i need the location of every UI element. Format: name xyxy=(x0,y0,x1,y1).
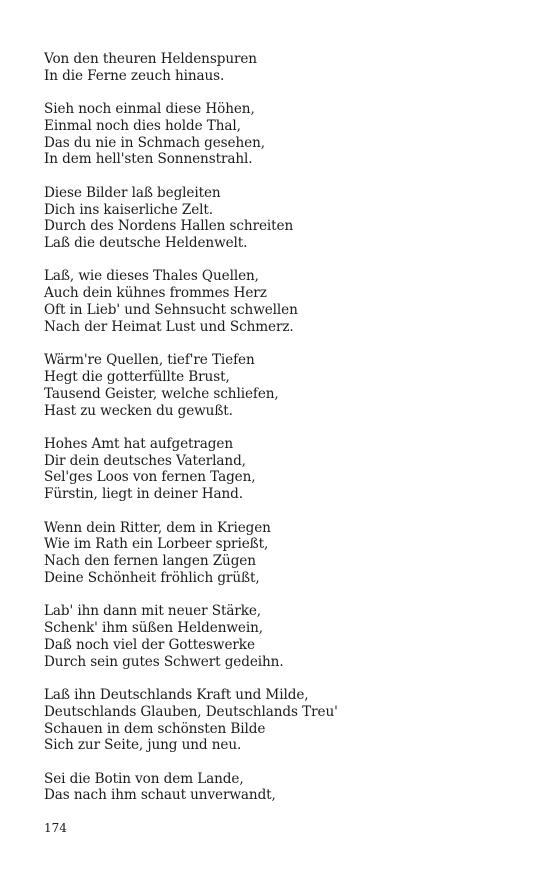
verse-line: Fürstin, liegt in deiner Hand. xyxy=(44,486,243,503)
verse-line: Durch des Nordens Hallen schreiten xyxy=(44,218,294,235)
verse-line: Deine Schönheit fröhlich grüßt, xyxy=(44,569,260,586)
verse-line: Einmal noch dies holde Thal, xyxy=(44,117,241,134)
stanza xyxy=(44,520,514,587)
stanza xyxy=(44,101,514,168)
verse-line: Sieh noch einmal diese Höhen, xyxy=(44,101,255,118)
stanza xyxy=(44,185,514,252)
verse-line: Laß ihn Deutschlands Kraft und Milde, xyxy=(44,686,309,703)
stanza xyxy=(44,771,514,805)
verse-line: Wärm're Quellen, tief're Tiefen xyxy=(44,352,255,369)
verse-line: Laß, wie dieses Thales Quellen, xyxy=(44,268,259,285)
verse-line: Wie im Rath ein Lorbeer sprießt, xyxy=(44,536,269,553)
stanza xyxy=(44,51,514,85)
verse-line: Tausend Geister, welche schliefen, xyxy=(44,385,279,402)
verse-line: Hast zu wecken du gewußt. xyxy=(44,402,233,419)
verse-line: Schenk' ihm süßen Heldenwein, xyxy=(44,620,263,637)
verse-line: Das nach ihm schaut unverwandt, xyxy=(44,787,276,804)
verse-line: Oft in Lieb' und Sehnsucht schwellen xyxy=(44,302,298,319)
verse-line: Hegt die gotterfüllte Brust, xyxy=(44,368,230,385)
verse-line: Wenn dein Ritter, dem in Kriegen xyxy=(44,519,271,536)
verse-line: Diese Bilder laß begleiten xyxy=(44,184,221,201)
verse-line: Daß noch viel der Gotteswerke xyxy=(44,636,255,653)
verse-line: Auch dein kühnes frommes Herz xyxy=(44,285,267,302)
stanza xyxy=(44,436,514,503)
verse-line: Sel'ges Loos von fernen Tagen, xyxy=(44,469,256,486)
verse-line: Nach den fernen langen Zügen xyxy=(44,553,256,570)
stanza xyxy=(44,268,514,335)
verse-line: Laß die deutsche Heldenwelt. xyxy=(44,235,248,252)
stanza xyxy=(44,352,514,419)
verse-line: In dem hell'sten Sonnenstrahl. xyxy=(44,151,253,168)
stanza xyxy=(44,687,514,754)
stanza xyxy=(44,603,514,670)
verse-line: Das du nie in Schmach gesehen, xyxy=(44,134,265,151)
page-number: 174 xyxy=(44,821,67,835)
verse-line: Dir dein deutsches Vaterland, xyxy=(44,452,246,469)
verse-line: Durch sein gutes Schwert gedeihn. xyxy=(44,653,284,670)
verse-line: In die Ferne zeuch hinaus. xyxy=(44,67,225,84)
verse-line: Sei die Botin von dem Lande, xyxy=(44,770,244,787)
verse-line: Schauen in dem schönsten Bilde xyxy=(44,720,266,737)
verse-line: Deutschlands Glauben, Deutschlands Treu' xyxy=(44,703,338,720)
poem-body xyxy=(44,51,514,821)
verse-line: Dich ins kaiserliche Zelt. xyxy=(44,201,213,218)
verse-line: Sich zur Seite, jung und neu. xyxy=(44,737,242,754)
verse-line: Nach der Heimat Lust und Schmerz. xyxy=(44,318,294,335)
verse-line: Von den theuren Heldenspuren xyxy=(44,51,257,67)
verse-line: Hohes Amt hat aufgetragen xyxy=(44,435,233,452)
verse-line: Lab' ihn dann mit neuer Stärke, xyxy=(44,603,262,620)
